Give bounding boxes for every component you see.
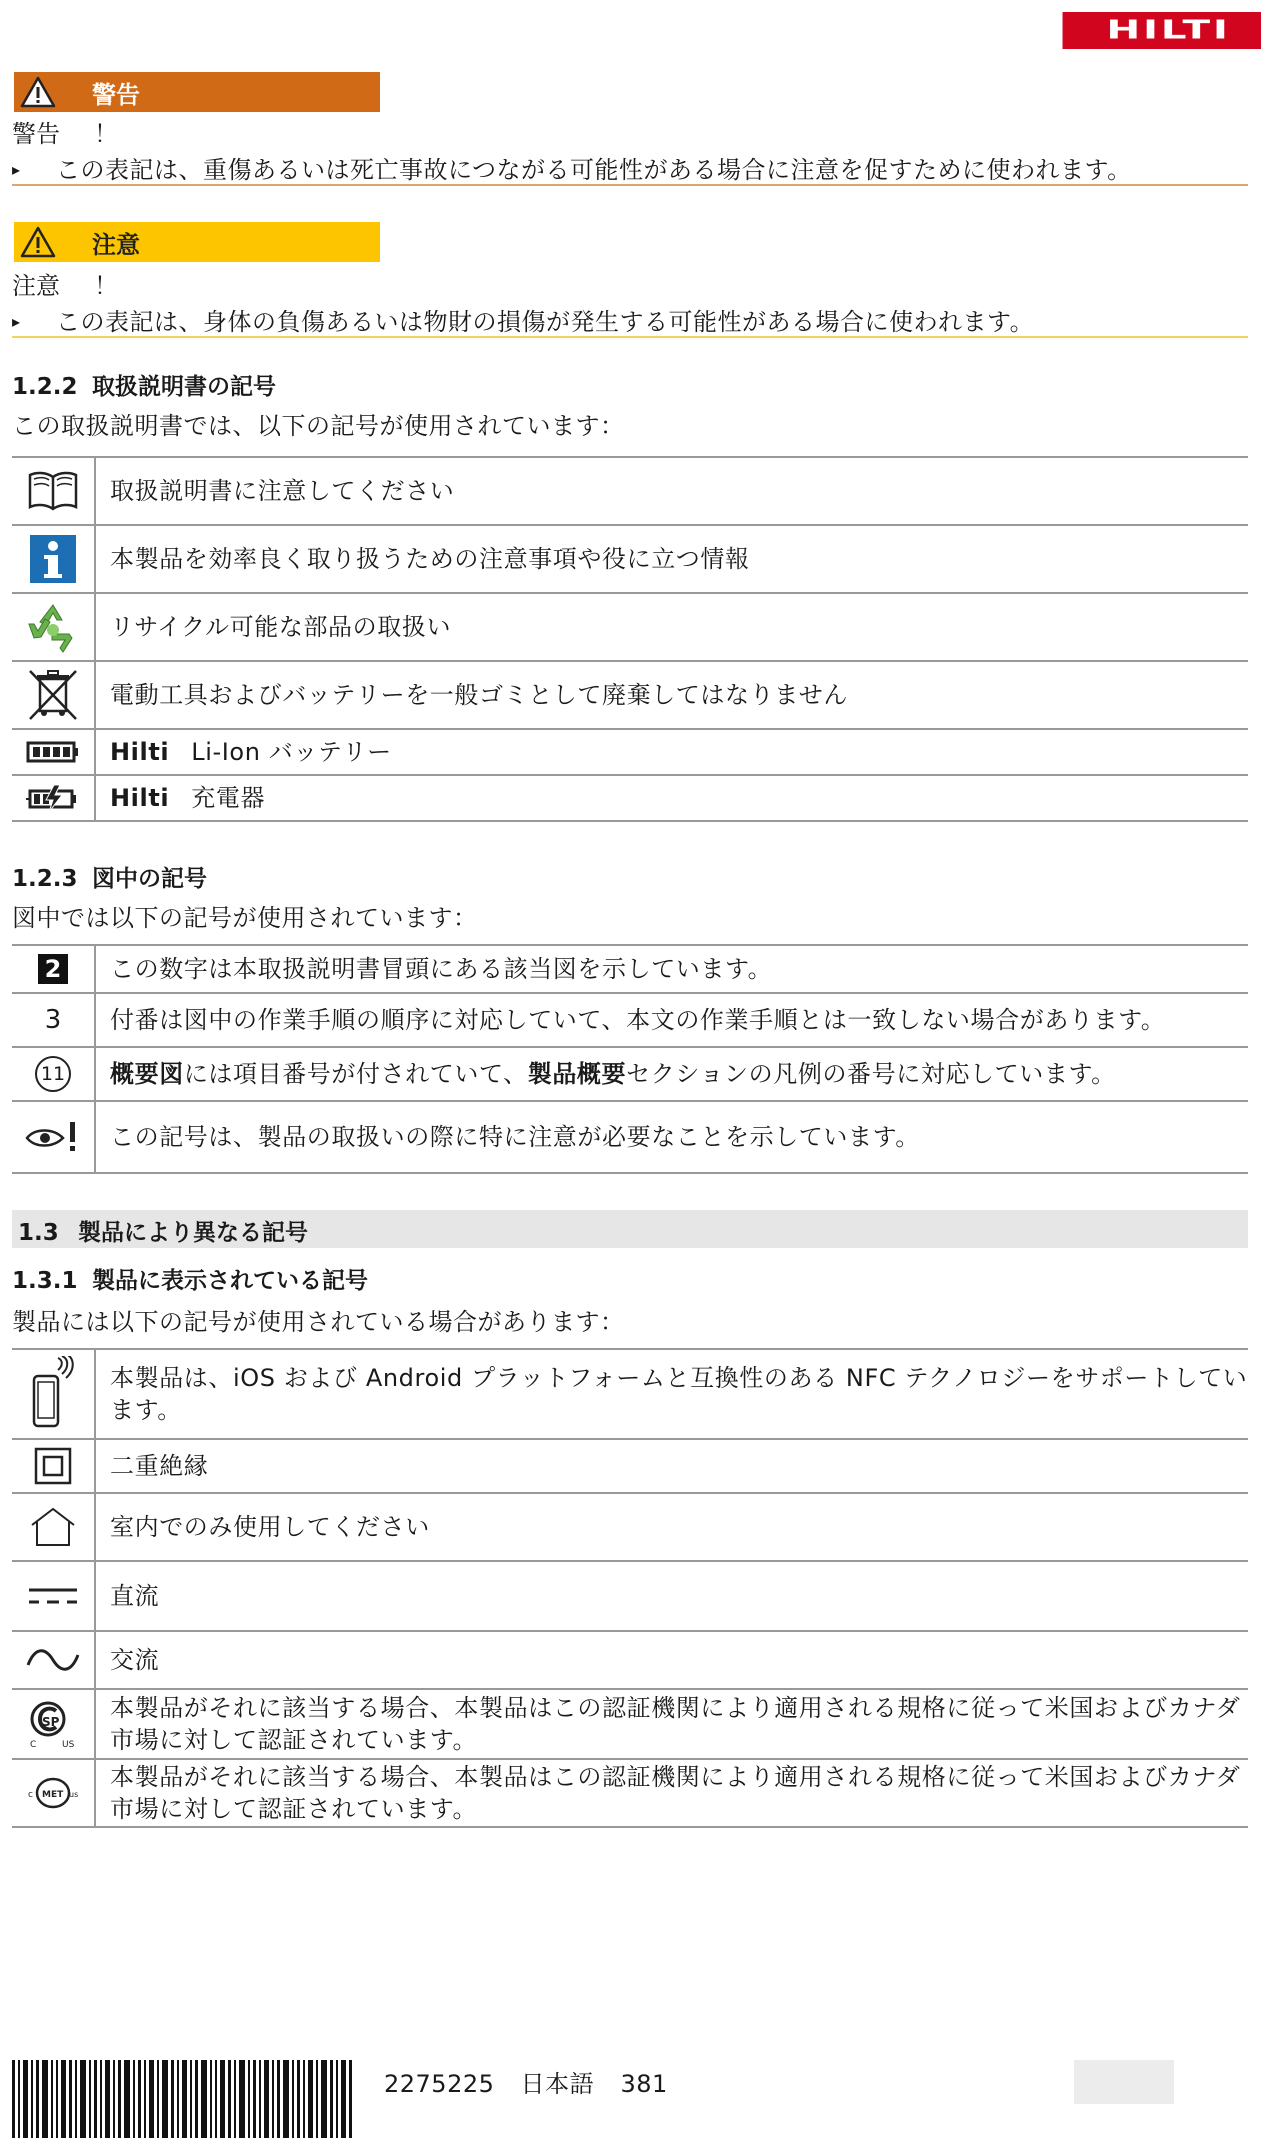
symbol-description: リサイクル可能な部品の取扱い — [110, 613, 452, 641]
caution-description: ▸ この表記は、身体の負傷あるいは物財の損傷が発生する可能性がある場合に使われます。 — [12, 308, 1035, 336]
symbol-description: Hilti Li-Ion バッテリー — [110, 738, 392, 766]
indoor-house-icon — [12, 1494, 96, 1560]
double-insulation-icon — [12, 1440, 96, 1492]
caution-signal-word: 注意 ！ — [12, 272, 118, 300]
svg-text:SP: SP — [42, 1715, 60, 1729]
symbol-description: 本製品を効率良く取り扱うための注意事項や役に立つ情報 — [110, 545, 750, 573]
table-row — [12, 1440, 1248, 1494]
bullet-icon: ▸ — [12, 312, 21, 331]
brand-name: Hilti — [110, 738, 170, 766]
warning-triangle-icon — [14, 72, 62, 112]
document-code: 2275225 — [384, 2070, 495, 2098]
symbol-description: 室内でのみ使用してください — [110, 1513, 430, 1541]
warning-description: ▸ この表記は、重傷あるいは死亡事故につながる可能性がある場合に注意を促すために使われます。 — [12, 156, 1132, 184]
section-heading-1-3-1: 1.3.1 製品に表示されている記号 — [12, 1268, 368, 1294]
section-intro-1-3-1: 製品には以下の記号が使用されている場合があります： — [12, 1308, 625, 1336]
item-number-icon: 11 — [12, 1048, 96, 1100]
warning-signal-word: 警告 ！ — [12, 120, 118, 148]
symbol-description: 概要図には項目番号が付されていて、製品概要セクションの凡例の番号に対応しています。 — [110, 1060, 1116, 1088]
symbol-description: この記号は、製品の取扱いの際に特に注意が必要なことを示しています。 — [110, 1123, 920, 1151]
caution-banner — [14, 222, 380, 262]
figure-number-icon: 2 — [12, 946, 96, 992]
direct-current-icon — [12, 1562, 96, 1630]
table-row — [12, 1102, 1248, 1174]
table-row — [12, 1048, 1248, 1102]
symbol-description: 本製品がそれに該当する場合、本製品はこの認証機関により適用される規格に従って米国およびカナダ市場に対して認証されています。 — [110, 1763, 1241, 1823]
warning-banner — [14, 72, 380, 112]
page-footer — [384, 2064, 668, 2099]
table-row — [12, 1690, 1248, 1760]
symbols-table-1-2-3 — [12, 944, 1248, 1174]
footer-grey-box — [1074, 2060, 1174, 2104]
svg-text:US: US — [62, 1740, 75, 1750]
table-row — [12, 946, 1248, 994]
step-number-icon: 3 — [12, 994, 96, 1046]
symbol-description: 交流 — [110, 1646, 160, 1674]
info-icon — [12, 526, 96, 592]
symbol-description: 本製品は、iOS および Android プラットフォームと互換性のある NFC テクノロジーをサポートしています。 — [110, 1364, 1248, 1424]
warning-divider — [12, 184, 1248, 186]
table-row — [12, 1562, 1248, 1632]
caution-banner-label: 注意 — [92, 230, 140, 259]
section-intro-1-2-3: 図中では以下の記号が使用されています： — [12, 904, 478, 932]
section-bar-1-3 — [12, 1210, 1248, 1248]
charger-icon — [12, 776, 96, 820]
bullet-icon: ▸ — [12, 160, 21, 179]
section-heading-1-2-2: 1.2.2 取扱説明書の記号 — [12, 374, 276, 400]
table-row — [12, 1350, 1248, 1440]
svg-text:C: C — [30, 1740, 37, 1750]
table-row — [12, 458, 1248, 526]
csa-us-icon — [12, 1690, 96, 1758]
warning-banner-label: 警告 — [92, 80, 140, 109]
table-row — [12, 994, 1248, 1048]
symbol-description: 電動工具およびバッテリーを一般ゴミとして廃棄してはなりません — [110, 681, 848, 709]
table-row — [12, 1494, 1248, 1562]
table-row — [12, 776, 1248, 822]
svg-text:MET: MET — [42, 1790, 64, 1800]
symbol-description: 取扱説明書に注意してください — [110, 477, 455, 505]
symbol-description: 本製品がそれに該当する場合、本製品はこの認証機関により適用される規格に従って米国およびカナダ市場に対して認証されています。 — [110, 1694, 1241, 1754]
nfc-phone-icon — [12, 1350, 96, 1438]
battery-icon — [12, 730, 96, 774]
section-heading-1-2-3: 1.2.3 図中の記号 — [12, 866, 207, 892]
page-number: 381 — [620, 2070, 668, 2098]
barcode-icon — [12, 2060, 354, 2138]
caution-divider — [12, 336, 1248, 338]
table-row — [12, 1632, 1248, 1690]
symbols-table-1-3-1 — [12, 1348, 1248, 1828]
met-us-icon — [12, 1760, 96, 1826]
symbols-table-1-2-2 — [12, 456, 1248, 822]
symbol-description: 付番は図中の作業手順の順序に対応していて、本文の作業手順とは一致しない場合があります。 — [110, 1006, 1166, 1034]
table-row — [12, 594, 1248, 662]
symbol-description: 直流 — [110, 1582, 160, 1610]
svg-text:c: c — [28, 1790, 33, 1800]
footer-language: 日本語 — [520, 2070, 595, 2098]
crossed-bin-icon — [12, 662, 96, 728]
symbol-description: Hilti 充電器 — [110, 784, 266, 812]
table-row — [12, 1760, 1248, 1828]
caution-triangle-icon — [14, 222, 62, 262]
symbol-description: 二重絶縁 — [110, 1452, 209, 1480]
alternating-current-icon — [12, 1632, 96, 1688]
eye-attention-icon — [12, 1102, 96, 1172]
svg-text:us: us — [69, 1790, 79, 1799]
table-row — [12, 730, 1248, 776]
manual-book-icon — [12, 458, 96, 524]
recycle-icon — [12, 594, 96, 660]
brand-name: Hilti — [110, 784, 170, 812]
hilti-logo: HILTI — [1063, 12, 1261, 49]
section-heading-1-3: 1.3 製品により異なる記号 — [18, 1220, 308, 1246]
symbol-description: この数字は本取扱説明書冒頭にある該当図を示しています。 — [110, 955, 773, 983]
table-row — [12, 526, 1248, 594]
table-row — [12, 662, 1248, 730]
section-intro-1-2-2: この取扱説明書では、以下の記号が使用されています： — [12, 412, 625, 440]
